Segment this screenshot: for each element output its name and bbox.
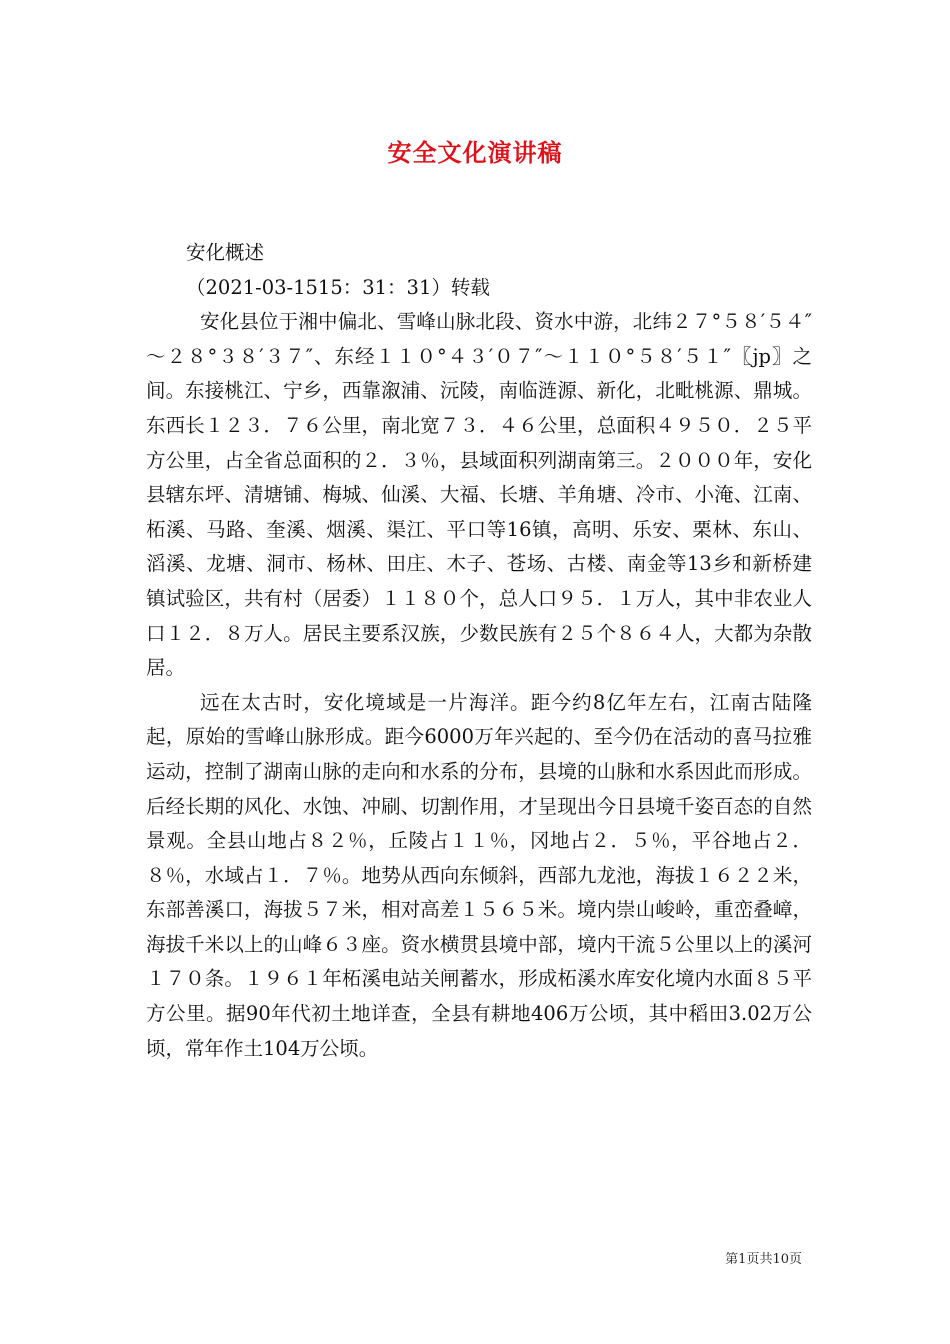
page-number: 第1页共10页 xyxy=(725,1252,802,1267)
document-title: 安全文化演讲稿 xyxy=(387,138,563,167)
paragraph-2: 远在太古时，安化境域是一片海洋。距今约8亿年左右，江南古陆隆起，原始的雪峰山脉形成。距今6000万年兴起的、至今仍在活动的喜马拉雅运动，控制了湖南山脉的走向和水系的分布，县境的山脉和水系因此而形成。后经长期的风化、水蚀、冲刷、切割作用，才呈现出今日县境千姿百态的自然景观。全县山地占８２％，丘陵占１１％，冈地占２．５％，平谷地占２．８％，水域占１．７％。地势从西向东倾斜，西部九龙池，海拔１６２２米，东部善溪口，海拔５７米，相对高差１５６５米。境内崇山峻岭，重峦叠嶂，海拔千米以上的山峰６３座。资水横贯县境中部，境内干流５公里以上的溪河１７０条。１９６１年柘溪电站关闸蓄水，形成柘溪水库安化境内水面８５平方公里。据90年代初土地详查，全县有耕地406万公顷，其中稻田3.02万公顷，常年作土104万公顷。 xyxy=(146,690,812,1060)
document-body xyxy=(146,236,812,1066)
post-meta: （2021-03-1515：31：31）转载 xyxy=(186,275,490,299)
section-heading: 安化概述 xyxy=(186,241,265,264)
paragraph-1: 安化县位于湘中偏北、雪峰山脉北段、资水中游，北纬２７°５８′５４″～２８°３８′３７″、东经１１０°４３′０７″～１１０°５８′５１″〖jp〗之间。东接桃江、宁乡，西靠溆浦、沅陵，南临涟源、新化，北毗桃源、鼎城。东西长１２３．７６公里，南北宽７３．４６公里，总面积４９５０．２５平方公里，占全省总面积的２．３％，县域面积列湖南第三。２０００年，安化县辖东坪、清塘铺、梅城、仙溪、大福、长塘、羊角塘、冷市、小淹、江南、柘溪、马路、奎溪、烟溪、渠江、平口等16镇，高明、乐安、栗林、东山、滔溪、龙塘、洞市、杨林、田庄、木子、苍场、古楼、南金等13乡和新桥建镇试验区，共有村（居委）１１８０个，总人口９５．１万人，其中非农业人口１２．８万人。居民主要系汉族，少数民族有２５个８６４人，大都为杂散居。 xyxy=(146,310,812,680)
